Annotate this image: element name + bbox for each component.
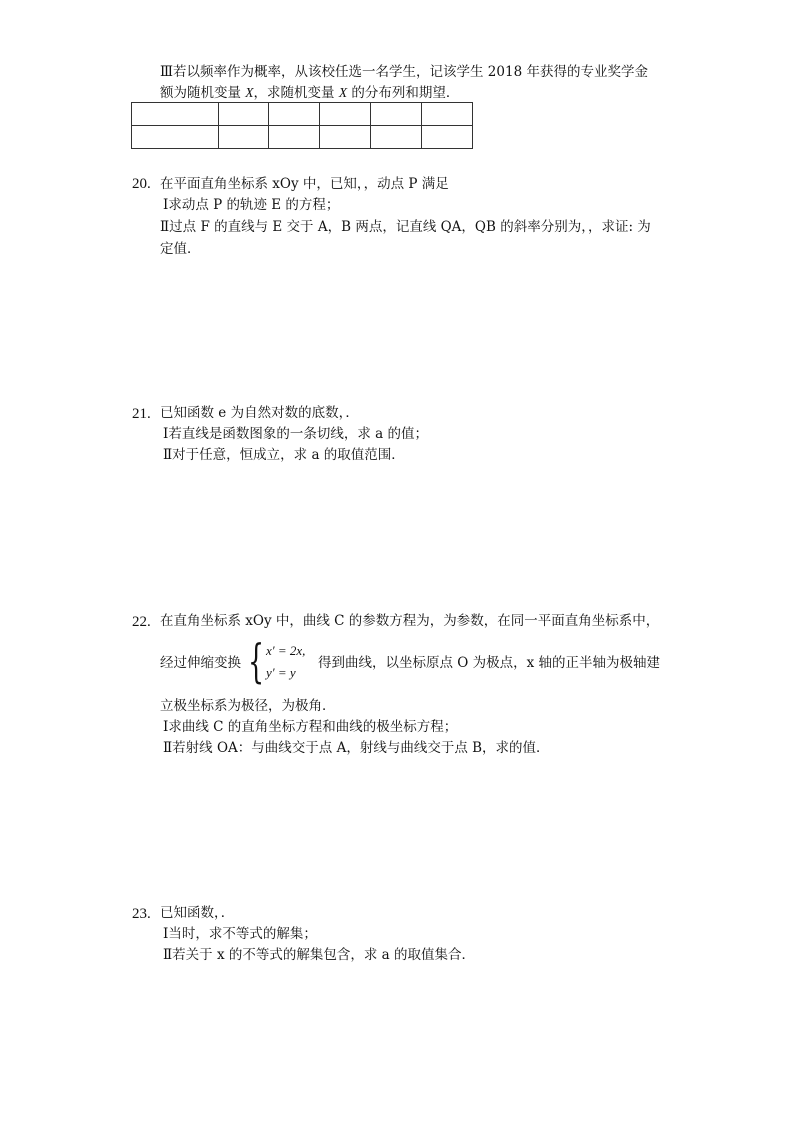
q22-line2-suffix: 得到曲线，以坐标原点 O 为极点，x 轴的正半轴为极轴建 [318,655,661,671]
question-number-21: 21. [132,406,151,422]
table-cell [320,103,371,126]
q19-part3-line1: Ⅲ若以频率作为概率，从该校任选一名学生，记该学生 2018 年获得的专业奖学金 [160,64,648,80]
table-cell [371,103,422,126]
table-cell [320,126,371,149]
question-number-20: 20. [132,176,151,192]
left-brace: { [248,634,265,688]
transform-eq-1: x′ = 2x, [266,643,306,658]
q23-line2: Ⅰ当时，求不等式的解集； [163,926,317,942]
q20-line3: Ⅱ过点 F 的直线与 E 交于 A，B 两点，记直线 QA，QB 的斜率分别为，，求证: 为 [160,219,651,235]
table-row [132,103,473,126]
q20-line4: 定值． [160,241,201,257]
var-x: X [245,85,254,100]
table-cell [269,103,320,126]
q22-line5: Ⅱ若射线 OA：与曲线交于点 A，射线与曲线交于点 B，求的值． [163,740,550,756]
q23-line1: 已知函数，． [160,905,235,921]
var-x: X [338,85,348,100]
q22-line1: 在直角坐标系 xOy 中，曲线 C 的参数方程为，为参数，在同一平面直角坐标系中， [160,613,660,629]
table-cell [132,103,219,126]
question-number-23: 23. [132,906,151,922]
question-number-22: 22. [132,614,151,630]
q23-line3: Ⅱ若关于 x 的不等式的解集包含，求 a 的取值集合． [163,947,476,963]
q19-part3-line2 [160,84,459,102]
q22-line2-prefix: 经过伸缩变换 [160,655,241,671]
q19-line2-suffix: 的分布列和期望． [347,85,460,101]
table-cell [269,126,320,149]
q20-line1: 在平面直角坐标系 xOy 中，已知，，动点 P 满足 [160,176,449,192]
table-cell [219,103,269,126]
q21-line2: Ⅰ若直线是函数图象的一条切线，求 a 的值； [163,426,428,442]
q19-line2-prefix: 额为随机变量 [160,85,246,101]
table-cell [422,126,473,149]
table-cell [219,126,269,149]
q22-line4: Ⅰ求曲线 C 的直角坐标方程和曲线的极坐标方程； [163,719,458,735]
table-cell [132,126,219,149]
table-cell [371,126,422,149]
q22-line3: 立极坐标系为极径，为极角． [160,698,336,714]
q19-line2-mid: ，求随机变量 [253,85,339,101]
transform-eq-2: y′ = y [266,665,296,680]
q21-line1: 已知函数 e 为自然对数的底数，． [160,405,359,421]
distribution-table [131,102,473,149]
q20-line2: Ⅰ求动点 P 的轨迹 E 的方程； [163,197,340,213]
table-row [132,126,473,149]
q21-line3: Ⅱ对于任意，恒成立，求 a 的取值范围． [163,447,405,463]
table-cell [422,103,473,126]
